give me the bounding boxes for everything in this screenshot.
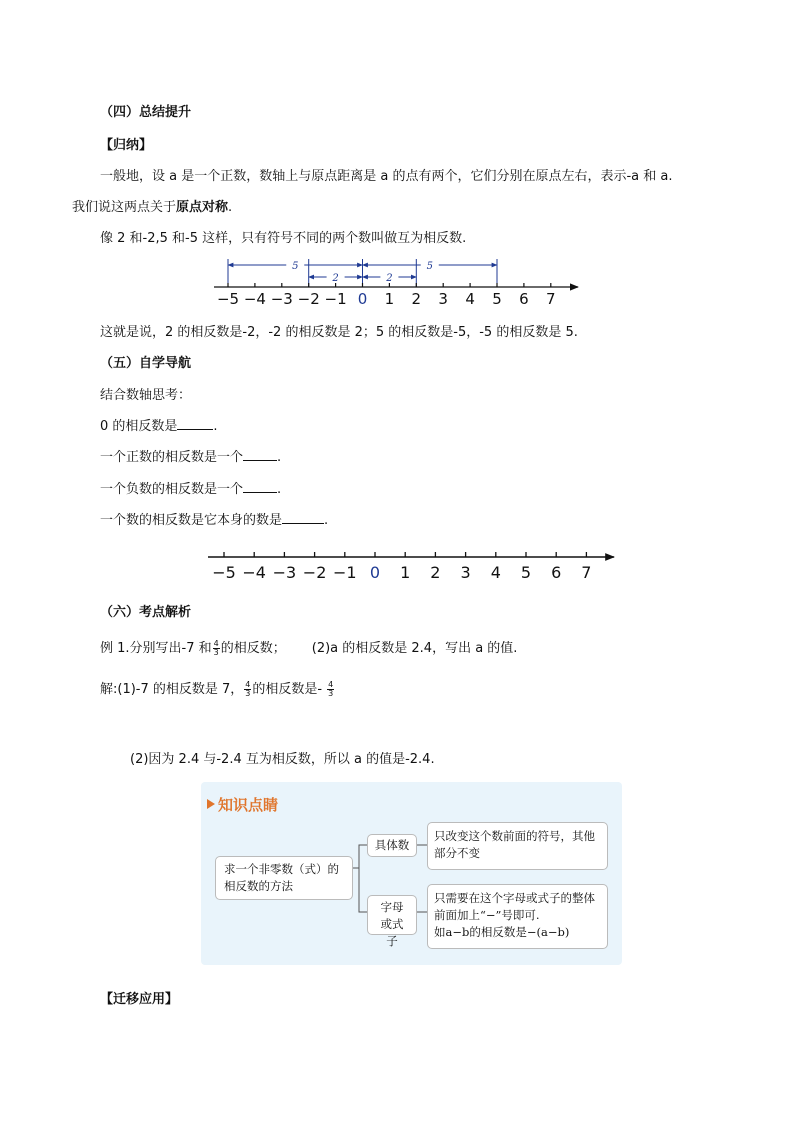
branch2-label: 字母或式子	[367, 895, 417, 935]
tick-label: −4	[242, 563, 266, 582]
tick-label: −3	[270, 290, 293, 308]
tick-label: 4	[490, 563, 501, 582]
bracket-label: 5	[292, 261, 299, 272]
tick-label: 1	[384, 290, 395, 308]
question-1-end: .	[213, 419, 218, 434]
tick-label: 4	[465, 290, 475, 308]
tick-label: 5	[492, 290, 502, 308]
example-1-part-c: (2)a 的相反数是 2.4，写出 a 的值.	[311, 641, 518, 656]
answer-blank-1[interactable]	[177, 417, 213, 430]
tick-label: −1	[324, 290, 347, 308]
tick-label: 3	[438, 290, 448, 308]
solution-part-a: 解:(1)-7 的相反数是 7，	[100, 682, 244, 697]
knowledge-box-title-text: 知识点睛	[218, 796, 279, 814]
section4-tag: 【归纳】	[100, 138, 153, 153]
solution-part-b: 的相反数是-	[252, 682, 323, 697]
tick-label: −5	[212, 563, 236, 582]
fraction-denominator: 3	[213, 648, 219, 657]
bracket-label: 2	[332, 273, 339, 284]
tick-label: −5	[216, 290, 240, 308]
tick-label: −2	[302, 563, 327, 582]
distance-bracket	[363, 259, 498, 287]
fraction-four-thirds	[244, 681, 251, 698]
para-opposite-definition: 像 2 和-2,5 和-5 这样，只有符号不同的两个数叫做互为相反数.	[100, 231, 467, 246]
number-line-plain	[200, 545, 620, 585]
knowledge-box	[201, 782, 622, 965]
tick-label: 7	[546, 290, 556, 308]
fraction-four-thirds	[213, 640, 220, 657]
question-1	[100, 415, 218, 434]
bracket-label: 2	[386, 273, 393, 284]
fraction-denominator: 3	[245, 689, 251, 698]
section5-intro: 结合数轴思考：	[100, 388, 192, 403]
tick-label: 6	[519, 290, 529, 308]
example-1-part-a: 例 1.分别写出-7 和	[100, 641, 212, 656]
para-examples: 这就是说，2 的相反数是-2，-2 的相反数是 2；5 的相反数是-5，-5 的相反数是 5.	[100, 325, 578, 340]
number-line-with-brackets	[210, 255, 590, 313]
para-summary-line1: 一般地，设 a 是一个正数，数轴上与原点距离是 a 的点有两个，它们分别在原点左右，表示-a 和 a.	[100, 169, 673, 184]
distance-bracket	[228, 259, 363, 287]
branch2-text-line1: 只需要在这个字母或式子的整体前面加上“−”号即可.	[434, 891, 595, 922]
question-4	[100, 509, 328, 528]
tick-label: −2	[297, 290, 320, 308]
fraction-four-thirds	[327, 681, 334, 698]
example-1-part-b: 的相反数；	[220, 641, 286, 656]
tick-label: 5	[520, 563, 532, 582]
distance-bracket	[309, 259, 363, 287]
branch2-text	[427, 884, 608, 949]
section6-heading: （六）考点解析	[100, 605, 192, 620]
question-3	[100, 478, 281, 497]
solution-2: (2)因为 2.4 与-2.4 互为相反数，所以 a 的值是-2.4.	[130, 752, 435, 767]
question-2-text: 一个正数的相反数是一个	[100, 450, 244, 465]
example-1	[100, 637, 517, 657]
tick-label: 6	[551, 563, 562, 582]
solution-1	[100, 678, 335, 698]
question-2	[100, 446, 281, 465]
tick-label: 1	[400, 563, 411, 582]
tick-label: −1	[333, 563, 357, 582]
question-4-end: .	[324, 513, 329, 528]
question-4-text: 一个数的相反数是它本身的数是	[100, 513, 283, 528]
para-summary-line2-prefix: 我们说这两点关于	[72, 200, 177, 215]
section5-heading: （五）自学导航	[100, 356, 192, 371]
answer-blank-2[interactable]	[243, 448, 277, 461]
tick-label: 0	[357, 290, 368, 308]
origin-symmetry-term: 原点对称	[176, 200, 229, 215]
tick-label: 7	[581, 563, 592, 582]
section7-tag: 【迁移应用】	[100, 992, 179, 1007]
question-1-text: 0 的相反数是	[100, 419, 178, 434]
answer-blank-3[interactable]	[243, 480, 277, 493]
tick-label: 3	[460, 563, 471, 582]
tick-label: 0	[369, 563, 381, 582]
fraction-numerator: 4	[245, 680, 251, 689]
question-3-text: 一个负数的相反数是一个	[100, 482, 244, 497]
para-summary-line2-suffix: .	[228, 200, 233, 215]
tick-label: 2	[411, 290, 422, 308]
root-node: 求一个非零数（式）的相反数的方法	[215, 856, 353, 900]
fraction-numerator: 4	[328, 680, 334, 689]
tick-label: −3	[272, 563, 297, 582]
para-summary-line2	[72, 196, 232, 215]
section4-heading: （四）总结提升	[100, 105, 192, 120]
question-2-end: .	[277, 450, 282, 465]
branch2-text-line2: 如a−b的相反数是−(a−b)	[434, 925, 570, 939]
fraction-numerator: 4	[213, 639, 219, 648]
tick-label: 2	[430, 563, 441, 582]
branch1-text: 只改变这个数前面的符号，其他部分不变	[427, 822, 608, 870]
question-3-end: .	[277, 482, 282, 497]
tick-label: −4	[243, 290, 266, 308]
fraction-denominator: 3	[328, 689, 334, 698]
bracket-label: 5	[426, 261, 433, 272]
distance-brackets	[228, 259, 497, 287]
distance-bracket	[363, 259, 417, 287]
branch1-label: 具体数	[367, 834, 417, 857]
answer-blank-4[interactable]	[282, 511, 324, 524]
